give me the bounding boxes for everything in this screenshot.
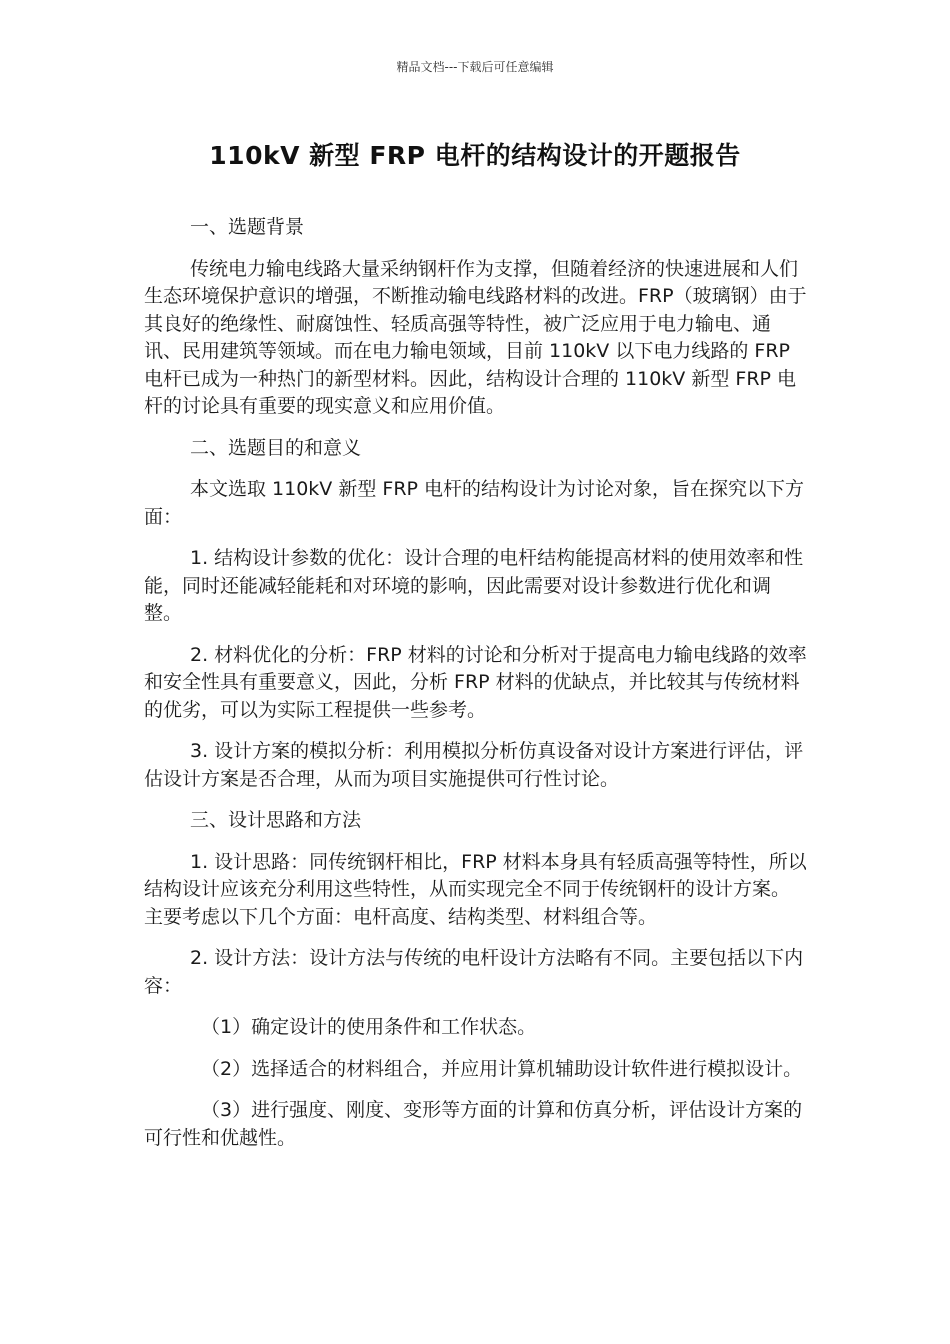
paragraph-purpose-intro: 本文选取 110kV 新型 FRP 电杆的结构设计为讨论对象，旨在探究以下方面： [144, 478, 805, 528]
sub-item-1: （1）确定设计的使用条件和工作状态。 [201, 1016, 537, 1038]
list-item-material-analysis: 2. 材料优化的分析：FRP 材料的讨论和分析对于提高电力输电线路的效率和安全性具有重要意义，因此，分析 FRP 材料的优缺点，并比较其与传统材料的优劣，可以为实际工程提供一些参考。 [144, 643, 807, 721]
list-item-simulation-analysis: 3. 设计方案的模拟分析：利用模拟分析仿真设备对设计方案进行评估，评估设计方案是否合理，从而为项目实施提供可行性讨论。 [144, 740, 804, 790]
page-header: 精品文档---下载后可任意编辑 [396, 60, 554, 74]
document-body [144, 214, 808, 1166]
sub-item-3: （3）进行强度、刚度、变形等方面的计算和仿真分析，评估设计方案的可行性和优越性。 [144, 1099, 803, 1149]
paragraph-background: 传统电力输电线路大量采纳钢杆作为支撑，但随着经济的快速进展和人们生态环境保护意识的增强，不断推动输电线路材料的改进。FRP（玻璃钢）由于其良好的绝缘性、耐腐蚀性、轻质高强等特性，被广泛应用于电力输电、通讯、民用建筑等领域。而在电力输电领域，目前 110kV 以下电力线路的 FRP 电杆已成为一种热门的新型材料。因此，结构设计合理的 110kV 新型 FRP 电杆的讨论具有重要的现实意义和应用价值。 [144, 257, 807, 417]
list-item-design-method: 2. 设计方法：设计方法与传统的电杆设计方法略有不同。主要包括以下内容： [144, 947, 804, 997]
sub-item-2: （2）选择适合的材料组合，并应用计算机辅助设计软件进行模拟设计。 [201, 1057, 803, 1080]
section-heading-background: 一、选题背景 [190, 216, 305, 238]
list-item-parameter-optimization: 1. 结构设计参数的优化：设计合理的电杆结构能提高材料的使用效率和性能，同时还能减轻能耗和对环境的影响，因此需要对设计参数进行优化和调整。 [144, 547, 804, 624]
section-heading-methods: 三、设计思路和方法 [190, 809, 362, 831]
document-title: 110kV 新型 FRP 电杆的结构设计的开题报告 [209, 141, 741, 170]
list-item-design-idea: 1. 设计思路：同传统钢杆相比，FRP 材料本身具有轻质高强等特性，所以结构设计应该充分利用这些特性，从而实现完全不同于传统钢杆的设计方案。主要考虑以下几个方面：电杆高度、结构类型、材料组合等。 [144, 850, 807, 928]
section-heading-purpose: 二、选题目的和意义 [190, 436, 362, 459]
